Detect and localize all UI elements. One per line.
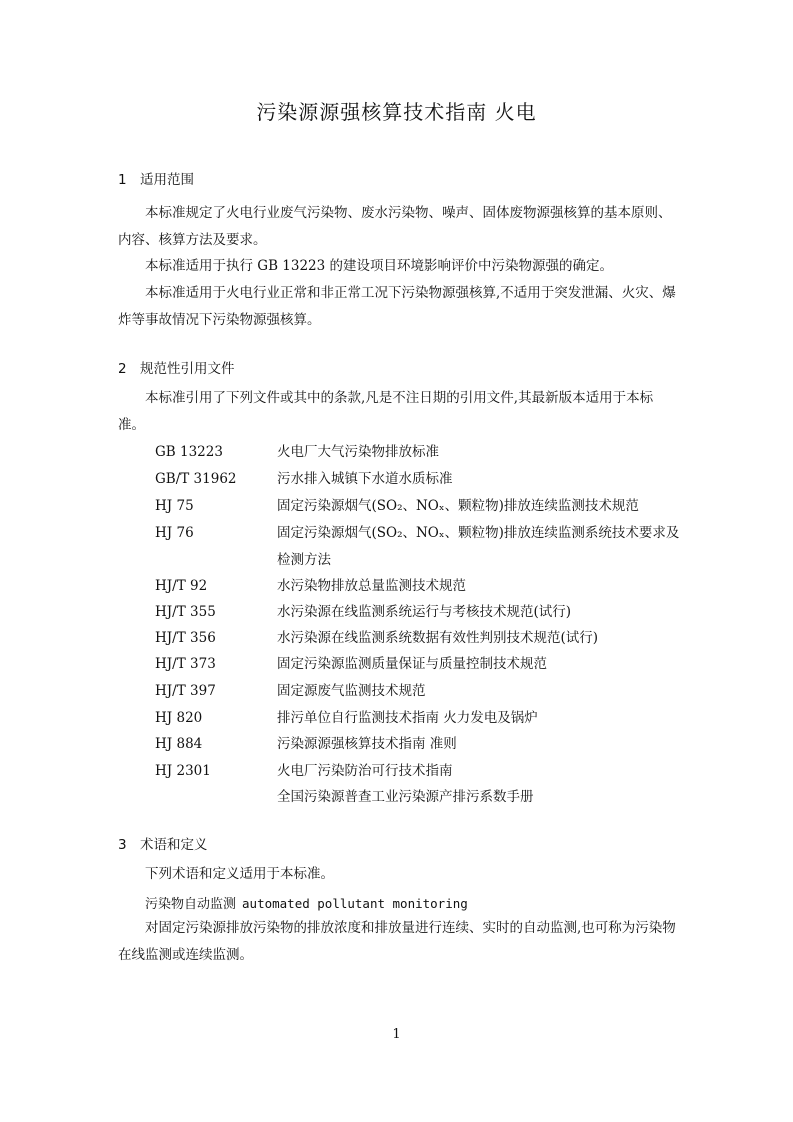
paragraph: 本标准规定了火电行业废气污染物、废水污染物、噪声、固体废物源强核算的基本原则、内容、核算方法及要求。 — [118, 205, 672, 248]
reference-name: 固定源废气监测技术规范 — [277, 683, 426, 699]
reference-name: 火电厂污染防治可行技术指南 — [277, 763, 453, 779]
reference-name: 固定污染源烟气(SO₂、NOₓ、颗粒物)排放连续监测系统技术要求及检测方法 — [277, 525, 680, 568]
reference-name: 排污单位自行监测技术指南 火力发电及锅炉 — [277, 710, 538, 726]
section-title: 规范性引用文件 — [140, 361, 235, 377]
section-heading-terms — [118, 833, 208, 853]
reference-code: HJ/T 397 — [155, 683, 216, 699]
document-title: 污染源源强核算技术指南 火电 — [256, 100, 537, 124]
section-number: 2 — [118, 361, 127, 377]
paragraph: 本标准引用了下列文件或其中的条款,凡是不注日期的引用文件,其最新版本适用于本标准。 — [118, 390, 654, 433]
reference-code: HJ/T 92 — [155, 578, 208, 594]
reference-code: GB/T 31962 — [155, 471, 237, 487]
reference-name: 污水排入城镇下水道水质标准 — [277, 471, 453, 487]
reference-name: 污染源源强核算技术指南 准则 — [277, 736, 457, 752]
reference-code: HJ 75 — [155, 498, 194, 514]
reference-code: HJ 76 — [155, 525, 194, 541]
reference-code: HJ 884 — [155, 736, 203, 752]
section-number: 3 — [118, 837, 127, 853]
reference-code: GB 13223 — [155, 444, 223, 460]
paragraph: 本标准适用于执行 GB 13223 的建设项目环境影响评价中污染物源强的确定。 — [145, 258, 614, 274]
section-title: 适用范围 — [140, 172, 194, 188]
reference-code: HJ 2301 — [155, 763, 211, 779]
reference-name: 固定污染源监测质量保证与质量控制技术规范 — [277, 656, 547, 672]
reference-code: HJ 820 — [155, 710, 203, 726]
paragraph: 下列术语和定义适用于本标准。 — [145, 866, 334, 882]
term-chinese: 污染物自动监测 — [145, 897, 237, 912]
section-title: 术语和定义 — [140, 837, 208, 853]
reference-code: HJ/T 356 — [155, 630, 216, 646]
section-heading-scope — [118, 168, 194, 188]
section-number: 1 — [118, 172, 127, 188]
reference-name: 固定污染源烟气(SO₂、NOₓ、颗粒物)排放连续监测技术规范 — [277, 498, 639, 514]
reference-name: 火电厂大气污染物排放标准 — [277, 444, 439, 460]
term-entry — [145, 893, 468, 912]
page-number: 1 — [392, 1027, 401, 1042]
reference-name: 水污染源在线监测系统运行与考核技术规范(试行) — [277, 604, 572, 620]
term-definition: 对固定污染源排放污染物的排放浓度和排放量进行连续、实时的自动监测,也可称为污染物在线监测或连续监测。 — [118, 920, 676, 963]
reference-code: HJ/T 373 — [155, 656, 216, 672]
term-english: automated pollutant monitoring — [242, 896, 468, 911]
paragraph: 本标准适用于火电行业正常和非正常工况下污染物源强核算,不适用于突发泄漏、火灾、爆炸等事故情况下污染物源强核算。 — [118, 285, 676, 328]
reference-code: HJ/T 355 — [155, 604, 216, 620]
reference-name: 水污染物排放总量监测技术规范 — [277, 578, 466, 594]
reference-name: 全国污染源普查工业污染源产排污系数手册 — [277, 789, 534, 805]
reference-name: 水污染源在线监测系统数据有效性判别技术规范(试行) — [277, 630, 599, 646]
section-heading-normative-references — [118, 357, 235, 377]
